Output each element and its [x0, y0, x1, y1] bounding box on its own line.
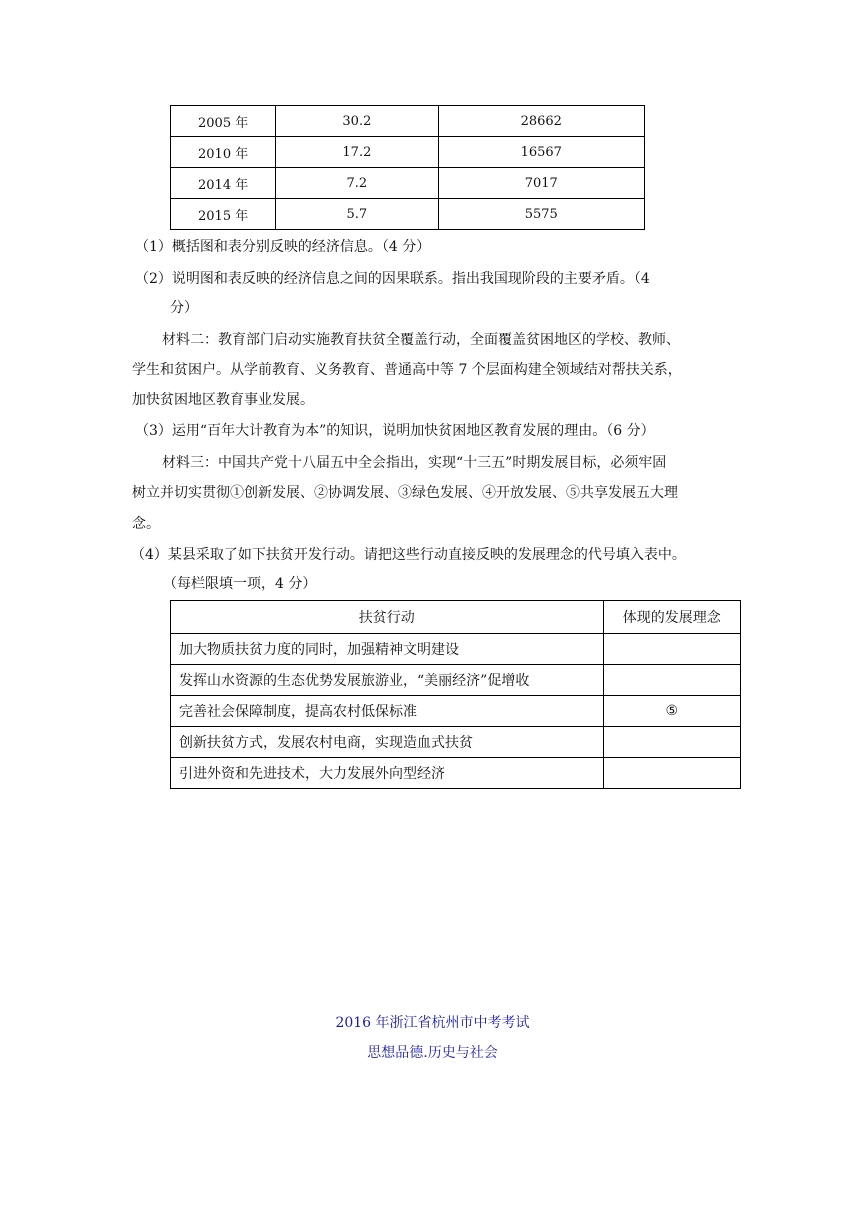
material-2-line: 学生和贫困户。从学前教育、义务教育、普通高中等 7 个层面构建全领域结对帮扶关系， — [132, 362, 682, 378]
rate-cell: 7.2 — [276, 168, 438, 199]
concept-cell[interactable] — [603, 758, 740, 789]
question-3: （3）运用“百年大计教育为本”的知识，说明加快贫困地区教育发展的理由。（6 分） — [135, 423, 655, 439]
material-3-line: 树立并切实贯彻①创新发展、②协调发展、③绿色发展、④开放发展、⑤共享发展五大理 — [132, 485, 678, 501]
table-row — [171, 727, 741, 758]
action-cell: 完善社会保障制度，提高农村低保标准 — [171, 696, 604, 727]
concept-cell[interactable] — [603, 665, 740, 696]
table-row — [171, 106, 645, 137]
header-concept: 体现的发展理念 — [603, 601, 740, 634]
table-row — [171, 137, 645, 168]
year-cell: 2010 年 — [171, 137, 276, 168]
concept-cell[interactable]: ⑤ — [603, 696, 740, 727]
count-cell: 5575 — [438, 199, 644, 230]
footer-subject: 思想品德.历史与社会 — [367, 1045, 498, 1061]
rate-cell: 30.2 — [276, 106, 438, 137]
question-2-continued: 分） — [170, 300, 198, 316]
material-2: 材料二：教育部门启动实施教育扶贫全覆盖行动，全面覆盖贫困地区的学校、教师、 — [162, 332, 680, 348]
question-4-note: （每栏限填一项，4 分） — [163, 576, 317, 592]
table-row — [171, 168, 645, 199]
count-cell: 28662 — [438, 106, 644, 137]
header-action: 扶贫行动 — [171, 601, 604, 634]
poverty-data-table — [170, 105, 645, 230]
year-cell: 2014 年 — [171, 168, 276, 199]
count-cell: 7017 — [438, 168, 644, 199]
action-cell: 创新扶贫方式，发展农村电商，实现造血式扶贫 — [171, 727, 604, 758]
footer-exam-title: 2016 年浙江省杭州市中考考试 — [335, 1015, 530, 1031]
rate-cell: 17.2 — [276, 137, 438, 168]
material-3-line: 念。 — [132, 516, 160, 532]
table-row — [171, 696, 741, 727]
question-1: （1）概括图和表分别反映的经济信息。（4 分） — [135, 239, 431, 255]
question-4: （4）某县采取了如下扶贫开发行动。请把这些行动直接反映的发展理念的代号填入表中。 — [131, 547, 686, 563]
year-cell: 2015 年 — [171, 199, 276, 230]
concept-cell[interactable] — [603, 727, 740, 758]
question-2: （2）说明图和表反映的经济信息之间的因果联系。指出我国现阶段的主要矛盾。（4 — [135, 271, 650, 287]
poverty-action-table — [170, 600, 741, 789]
action-cell: 发挥山水资源的生态优势发展旅游业，“美丽经济”促增收 — [171, 665, 604, 696]
year-cell: 2005 年 — [171, 106, 276, 137]
rate-cell: 5.7 — [276, 199, 438, 230]
count-cell: 16567 — [438, 137, 644, 168]
table-row — [171, 634, 741, 665]
action-cell: 引进外资和先进技术，大力发展外向型经济 — [171, 758, 604, 789]
concept-cell[interactable] — [603, 634, 740, 665]
material-3: 材料三：中国共产党十八届五中全会指出，实现“十三五”时期发展目标，必须牢固 — [162, 455, 667, 471]
table-row — [171, 758, 741, 789]
table-row — [171, 199, 645, 230]
table-row — [171, 665, 741, 696]
action-cell: 加大物质扶贫力度的同时，加强精神文明建设 — [171, 634, 604, 665]
material-2-line: 加快贫困地区教育事业发展。 — [132, 392, 314, 408]
table-header-row — [171, 601, 741, 634]
